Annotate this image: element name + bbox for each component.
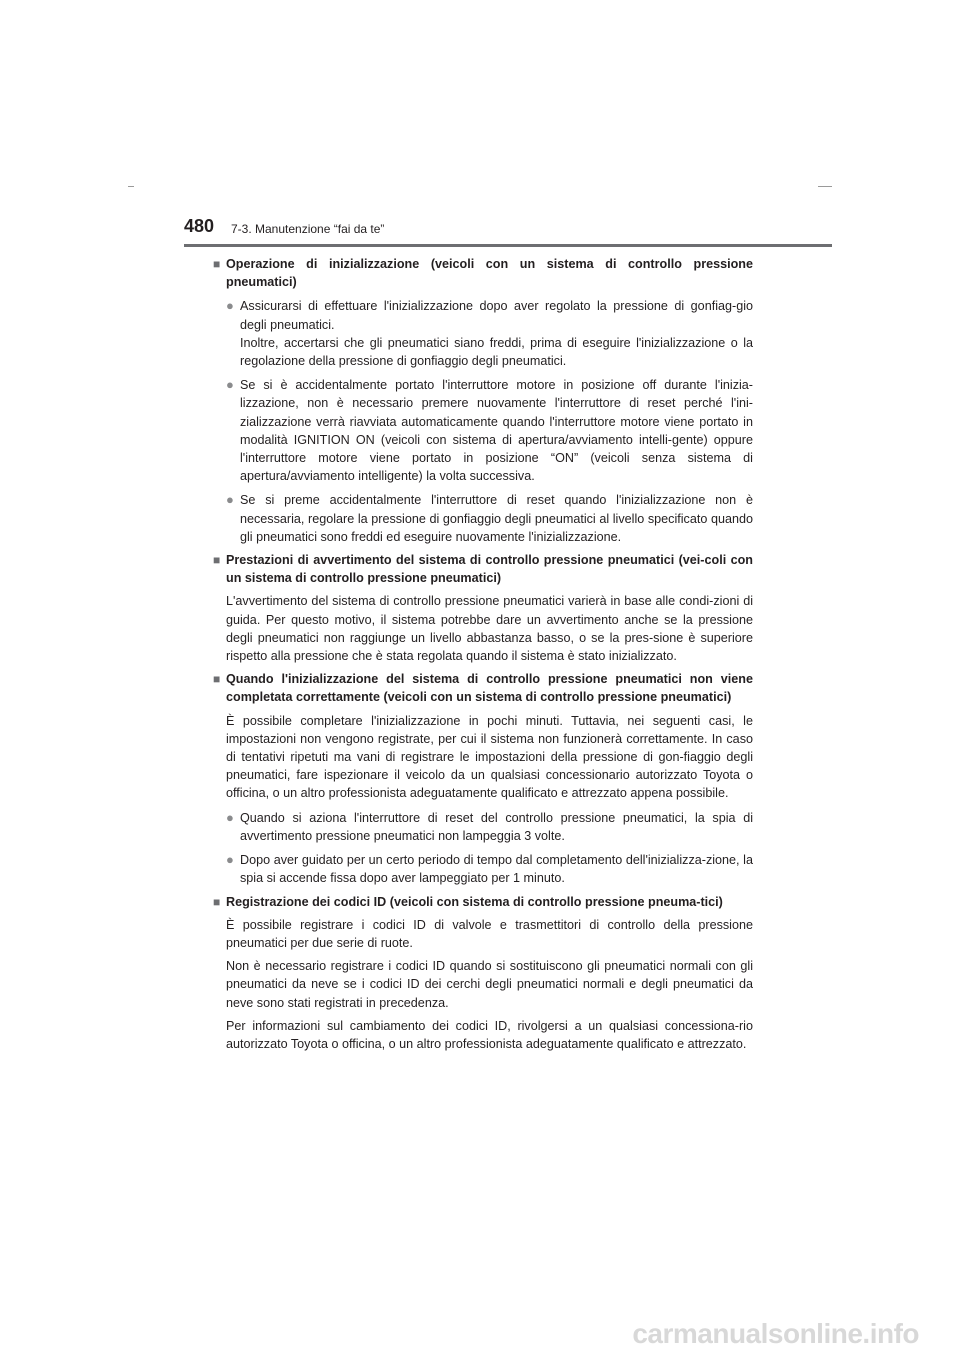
section-heading: Operazione di inizializzazione (veicoli con un sistema di controllo pressione pneumatici)	[226, 257, 753, 290]
page-number: 480	[184, 216, 215, 236]
round-bullet-icon: ●	[226, 377, 234, 393]
list-item	[226, 809, 753, 845]
section-heading: Registrazione dei codici ID (veicoli con sistema di controllo pressione pneuma-tici)	[226, 894, 723, 909]
square-bullet-icon: ■	[213, 894, 221, 909]
section-title: 7-3. Manutenzione “fai da te”	[231, 222, 385, 236]
round-bullet-icon: ●	[226, 809, 234, 825]
round-bullet-icon: ●	[226, 492, 234, 508]
section-initialization	[213, 255, 753, 546]
list-item	[226, 376, 753, 485]
round-bullet-icon: ●	[226, 852, 234, 868]
paragraph: È possibile registrare i codici ID di valvole e trasmettitori di controllo della pressione pneumatici per due serie di ruote.	[226, 917, 753, 950]
square-bullet-icon: ■	[213, 672, 221, 687]
paragraph: Per informazioni sul cambiamento dei codici ID, rivolgersi a un qualsiasi concessiona-rio autorizzato Toyota o officina, o un altro professionista adeguatamente qualificato e attrezzato.	[226, 1018, 753, 1051]
paragraph: L'avvertimento del sistema di controllo pressione pneumatici varierà in base alle condi-zioni di guida. Per questo motivo, il sistema potrebbe dare un avvertimento anche se la pressione degli pneumatici non raggiunge un livello abbastanza basso, o se la pres-sione è superiore rispetto alla pressione che è stata regolata quando il sistema è stato inizializzato.	[226, 594, 753, 664]
bullet-text: Se si preme accidentalmente l'interruttore di reset quando l'inizializzazione non è necessaria, regolare la pressione di gonfiaggio degli pneumatici al livello specificato quando gli pneumatici sono freddi ed eseguire nuovamente l'inizializzazione.	[240, 493, 753, 544]
round-bullet-icon: ●	[226, 298, 234, 314]
bullet-text: Assicurarsi di effettuare l'inizializzazione dopo aver regolato la pressione di gonfiag-gio degli pneumatici.	[240, 299, 753, 332]
bullet-text: Quando si aziona l'interruttore di reset del controllo pressione pneumatici, la spia di avvertimento pressione pneumatici non lampeggia 3 volte.	[240, 810, 753, 843]
list-item	[226, 491, 753, 546]
section-id-registration	[213, 893, 753, 1054]
list-item	[226, 297, 753, 370]
bullet-text: Se si è accidentalmente portato l'interruttore motore in posizione off durante l'inizia-lizzazione, non è necessario premere nuovamente l'interruttore di reset perché l'ini-zializzazione verrà riavviata automaticamente quando l'interruttore motore viene portato in modalità IGNITION ON (veicoli con sistema di apertura/avviamento intelli-gente) oppure l'interruttore motore viene portato in posizione “ON” (veicoli senza sistema di apertura/avviamento intelligente) la volta successiva.	[240, 378, 753, 484]
section-warning-performance	[213, 551, 753, 665]
paragraph: Non è necessario registrare i codici ID quando si sostituiscono gli pneumatici normali con gli pneumatici da neve se i codici ID dei cerchi degli pneumatici normali e degli pneumatici da neve sono stati registrati in precedenza.	[226, 959, 753, 1010]
crop-mark-right	[818, 186, 832, 187]
header-rule	[184, 244, 832, 247]
page-content	[213, 255, 753, 1058]
watermark: carmanualsonline.info	[632, 1318, 919, 1349]
square-bullet-icon: ■	[213, 257, 221, 271]
section-initialization-failure	[213, 670, 753, 887]
paragraph: È possibile completare l'inizializzazione in pochi minuti. Tuttavia, nei seguenti casi, le impostazioni non vengono registrate, per cui il sistema non funzionerà correttamente. In caso di tentativi ripetuti ma vani di registrare le impostazioni della pressione di gon-fiaggio degli pneumatici, fare ispezionare il veicolo da un qualsiasi concessionario autorizzato Toyota o officina, o un altro professionista adeguatamente qualificato e attrezzato appena possibile.	[226, 713, 753, 801]
crop-mark-left	[128, 186, 134, 187]
list-item	[226, 851, 753, 887]
section-heading: Quando l'inizializzazione del sistema di controllo pressione pneumatici non viene completata correttamente (veicoli con un sistema di controllo pressione pneumatici)	[226, 672, 753, 705]
bullet-text: Dopo aver guidato per un certo periodo di tempo dal completamento dell'inizializza-zione, la spia si accende fissa dopo aver lampeggiato per 1 minuto.	[240, 853, 753, 886]
bullet-text: Inoltre, accertarsi che gli pneumatici siano freddi, prima di eseguire l'inizializzazione o la regolazione della pressione di gonfiaggio degli pneumatici.	[240, 335, 753, 369]
section-heading: Prestazioni di avvertimento del sistema di controllo pressione pneumatici (vei-coli con un sistema di controllo pressione pneumatici)	[226, 553, 753, 586]
square-bullet-icon: ■	[213, 553, 221, 568]
